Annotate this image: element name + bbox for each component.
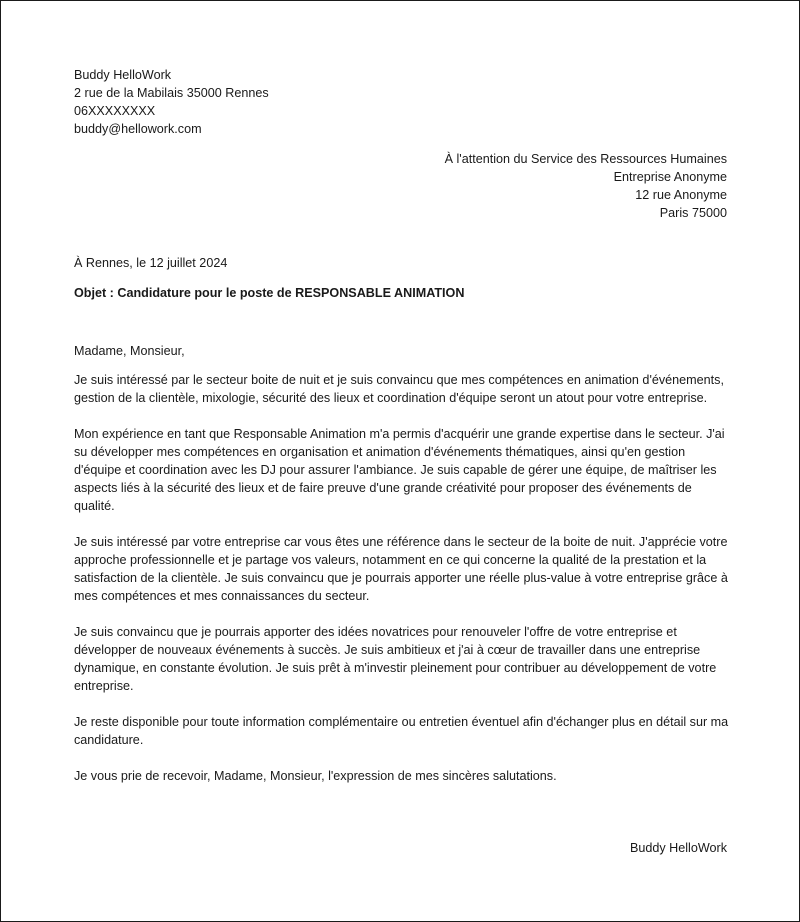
salutation: Madame, Monsieur, bbox=[74, 344, 185, 358]
body-paragraph: Je suis intéressé par votre entreprise car vous êtes une référence dans le secteur de la boite de nuit. J'apprécie votre approche professionnelle et je partage vos valeurs, notamment en ce qui concerne la qualité de la prestation et la satisfaction de la clientèle. Je suis convaincu que je pourrais apporter une réelle plus-value à votre entreprise grâce à mes compétences et mes connaissances du secteur. bbox=[74, 535, 728, 603]
recipient-city: Paris 75000 bbox=[659, 206, 727, 220]
signature: Buddy HelloWork bbox=[629, 841, 727, 855]
subject-line: Objet : Candidature pour le poste de RESPONSABLE ANIMATION bbox=[74, 286, 465, 300]
sender-block bbox=[74, 66, 269, 138]
recipient-attention: À l'attention du Service des Ressources Humaines bbox=[444, 152, 727, 166]
closing-paragraph: Je vous prie de recevoir, Madame, Monsieur, l'expression de mes sincères salutations. bbox=[74, 769, 557, 783]
sender-email: buddy@hellowork.com bbox=[74, 122, 202, 136]
letter-body bbox=[74, 371, 734, 803]
recipient-street: 12 rue Anonyme bbox=[635, 188, 727, 202]
sender-phone: 06XXXXXXXX bbox=[74, 104, 156, 118]
recipient-block bbox=[445, 150, 727, 222]
body-paragraph: Je suis convaincu que je pourrais apporter des idées novatrices pour renouveler l'offre de votre entreprise et développer de nouveaux événements à succès. Je suis ambitieux et j'ai à cœur de travailler dans une entreprise dynamique, en constante évolution. Je suis prêt à m'investir pleinement pour contribuer au développement de votre entreprise. bbox=[74, 625, 717, 693]
sender-address: 2 rue de la Mabilais 35000 Rennes bbox=[74, 86, 269, 100]
body-paragraph: Mon expérience en tant que Responsable Animation m'a permis d'acquérir une grande expertise dans le secteur. J'ai su développer mes compétences en organisation et animation d'événements thématiques, ainsi qu'en gestion d'équipe et coordination avec les DJ pour assurer l'ambiance. Je suis capable de gérer une équipe, de maîtriser les aspects liés à la sécurité des lieux et de faire preuve d'une grande créativité pour proposer des événements de qualité. bbox=[74, 427, 725, 513]
date-line: À Rennes, le 12 juillet 2024 bbox=[74, 256, 228, 270]
body-paragraph: Je reste disponible pour toute information complémentaire ou entretien éventuel afin d'échanger plus en détail sur ma candidature. bbox=[74, 715, 729, 747]
sender-name: Buddy HelloWork bbox=[74, 68, 172, 82]
recipient-company: Entreprise Anonyme bbox=[613, 170, 727, 184]
body-paragraph: Je suis intéressé par le secteur boite de nuit et je suis convaincu que mes compétences en animation d'événements, gestion de la clientèle, mixologie, sécurité des lieux et coordination d'équipe seront un atout pour votre entreprise. bbox=[74, 373, 724, 405]
